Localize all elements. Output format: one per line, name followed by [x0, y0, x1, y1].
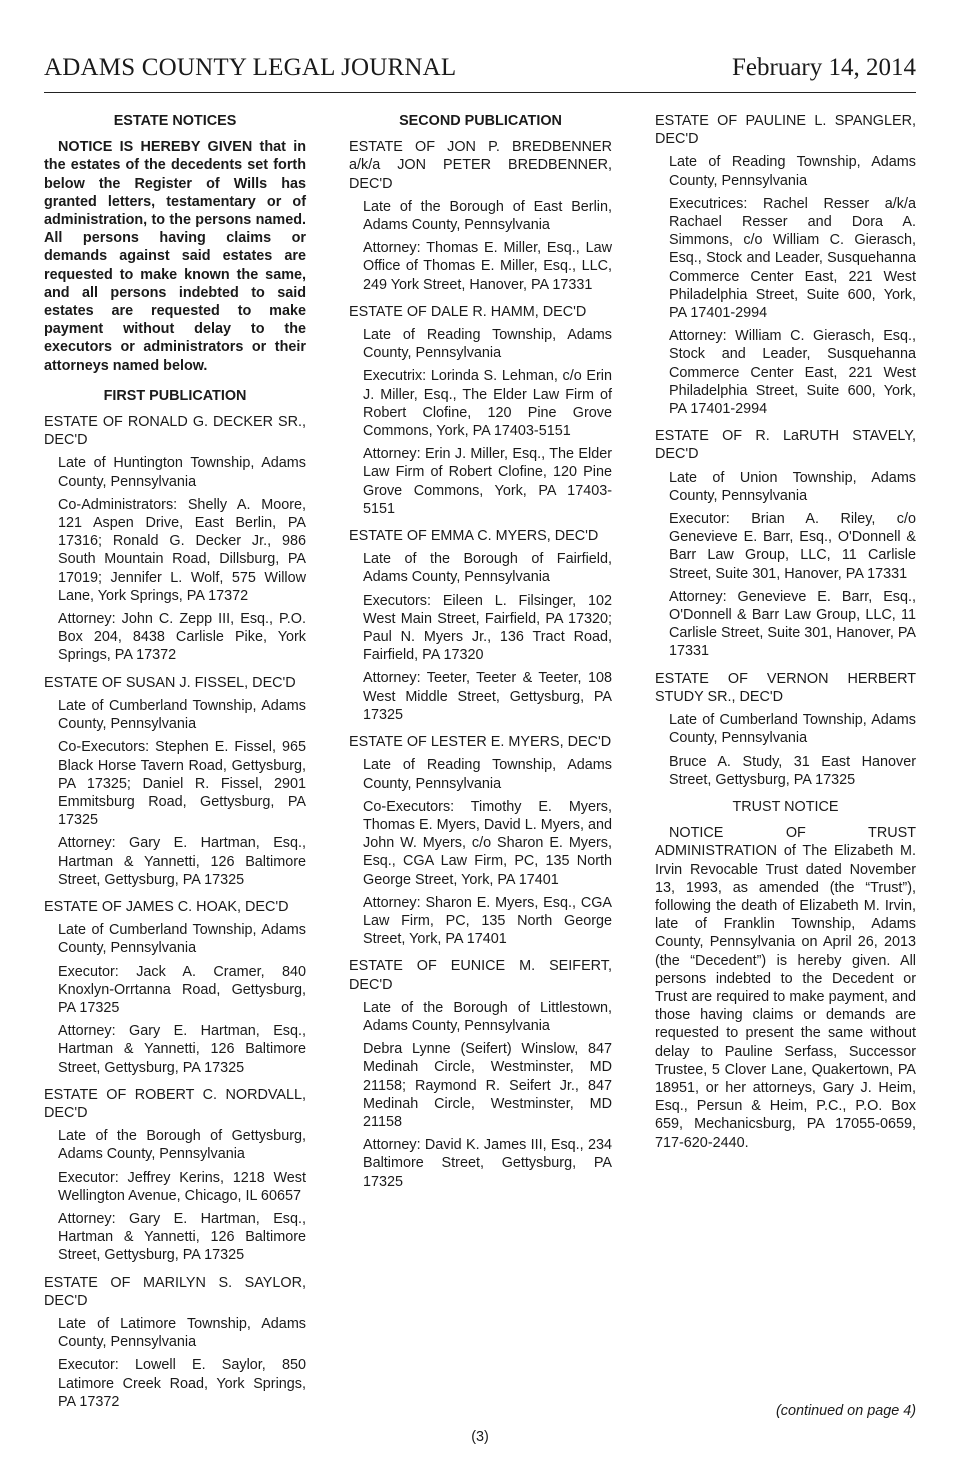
- estate-residence: Late of Reading Township, Adams County, Pennsylvania: [363, 757, 612, 792]
- estate-title: ESTATE OF RONALD G. DECKER SR., DEC'D: [44, 414, 306, 449]
- estate-representative: Co-Administrators: Shelly A. Moore, 121 Aspen Drive, East Berlin, PA 17316; Ronald G. Decker Jr., 986 South Mountain Road, Dillsburg, PA 17019; Jennifer L. Wolf, 575 Willow Lane, York Springs, PA 17372: [58, 496, 306, 604]
- estate-notice: [44, 413, 306, 665]
- estate-title: ESTATE OF PAULINE L. SPANGLER, DEC'D: [655, 113, 916, 148]
- estate-attorney: Attorney: Erin J. Miller, Esq., The Elder Law Firm of Robert Clofine, 120 Pine Grove Commons, York, PA 17403-5151: [363, 446, 612, 517]
- estate-residence: Late of Union Township, Adams County, Pennsylvania: [669, 469, 916, 504]
- estate-notice: [44, 898, 306, 1077]
- estate-attorney: Attorney: Teeter, Teeter & Teeter, 108 West Middle Street, Gettysburg, PA 17325: [363, 670, 612, 723]
- trust-notice-heading: TRUST NOTICE: [732, 798, 839, 815]
- estate-attorney: Attorney: Gary E. Hartman, Esq., Hartman & Yannetti, 126 Baltimore Street, Gettysburg, PA 17325: [58, 1210, 306, 1264]
- estate-representative: Co-Executors: Timothy E. Myers, Thomas E. Myers, David L. Myers, and John W. Myers, c/o Sharon E. Myers, Esq., CGA Law Firm, PC, 135 North George Street, York, PA 17401: [363, 798, 612, 888]
- estate-representative: Executrix: Lorinda S. Lehman, c/o Erin J. Miller, Esq., The Elder Law Firm of Robert Clofine, 120 Pine Grove Commons, York, PA 17403-5151: [363, 368, 612, 440]
- estate-representative: Executor: Lowell E. Saylor, 850 Latimore Creek Road, York Springs, PA 17372: [58, 1357, 306, 1410]
- estate-representative: Executor: Jack A. Cramer, 840 Knoxlyn-Orrtanna Road, Gettysburg, PA 17325: [58, 963, 306, 1016]
- estate-attorney: Attorney: Genevieve E. Barr, Esq., O'Donnell & Barr Law Group, LLC, 11 Carlisle Street, Suite 301, Hanover, PA 17331: [669, 588, 916, 660]
- estate-title: ESTATE OF LESTER E. MYERS, DEC'D: [349, 734, 612, 751]
- estate-notice: [44, 1086, 306, 1265]
- estate-attorney: Attorney: Sharon E. Myers, Esq., CGA Law Firm, PC, 135 North George Street, York, PA 17401: [363, 894, 612, 948]
- estate-residence: Late of the Borough of East Berlin, Adams County, Pennsylvania: [363, 198, 612, 234]
- trust-notice-body: NOTICE OF TRUST ADMINISTRATION of The Elizabeth M. Irvin Revocable Trust dated November 13, 1993, as amended (the “Trust”), following the death of Elizabeth M. Irvin, late of Franklin Township, Adams County, Pennsylvania on April 26, 2013 (the “Decedent”) is hereby given. All persons indebted to the Decedent or Trust are required to make payment, and those having claims or demands are requested to present the same without delay to Pauline Serfass, Successor Trustee, 5 Clover Lane, Quakertown, PA 18951, or her attorneys, Gary J. Heim, Esq., Persun & Heim, P.C., P.O. Box 659, Mechanicsburg, PA 17055-0659, 717-620-2440.: [655, 825, 916, 1151]
- estate-title: ESTATE OF EUNICE M. SEIFERT, DEC'D: [349, 958, 612, 993]
- estate-notice: [44, 1274, 306, 1411]
- estate-attorney: Attorney: Gary E. Hartman, Esq., Hartman & Yannetti, 126 Baltimore Street, Gettysburg, PA 17325: [58, 1023, 306, 1076]
- estate-title: ESTATE OF DALE R. HAMM, DEC'D: [349, 303, 587, 320]
- estate-representative: Executor: Brian A. Riley, c/o Genevieve E. Barr, Esq., O'Donnell & Barr Law Group, LLC, 11 Carlisle Street, Suite 301, Hanover, PA 17331: [669, 511, 916, 582]
- estate-residence: Late of the Borough of Gettysburg, Adams County, Pennsylvania: [58, 1128, 306, 1163]
- estate-residence: Late of Reading Township, Adams County, Pennsylvania: [669, 154, 916, 189]
- column-3: [655, 112, 916, 1152]
- estate-residence: Late of the Borough of Fairfield, Adams County, Pennsylvania: [363, 551, 612, 586]
- estate-title: ESTATE OF MARILYN S. SAYLOR, DEC'D: [44, 1274, 306, 1309]
- second-publication-heading: SECOND PUBLICATION: [399, 113, 562, 129]
- estate-representative: Debra Lynne (Seifert) Winslow, 847 Medinah Circle, Westminster, MD 21158; Raymond R. Seifert Jr., 847 Medinah Circle, Westminster, MD 21158: [363, 1041, 612, 1130]
- estate-notice: [349, 527, 612, 724]
- estate-title: ESTATE OF ROBERT C. NORDVALL, DEC'D: [44, 1086, 306, 1121]
- estate-notice: [44, 674, 306, 889]
- estate-representative: Executors: Eileen L. Filsinger, 102 West Main Street, Fairfield, PA 17320; Paul N. Myers Jr., 136 Tract Road, Fairfield, PA 17320: [363, 592, 612, 664]
- estate-notice: [655, 427, 916, 660]
- estate-residence: Late of Latimore Township, Adams County, Pennsylvania: [58, 1315, 306, 1351]
- estate-residence: Late of Huntington Township, Adams County, Pennsylvania: [58, 455, 306, 490]
- estate-notice: [655, 670, 916, 789]
- estate-notice: [655, 112, 916, 418]
- estate-attorney: Attorney: David K. James III, Esq., 234 Baltimore Street, Gettysburg, PA 17325: [363, 1137, 612, 1190]
- column-2: [349, 112, 612, 1200]
- journal-title: ADAMS COUNTY LEGAL JOURNAL: [44, 54, 457, 81]
- estate-title: ESTATE OF EMMA C. MYERS, DEC'D: [349, 528, 599, 545]
- estate-residence: Late of Cumberland Township, Adams County, Pennsylvania: [58, 922, 306, 957]
- estate-notices-heading: ESTATE NOTICES: [113, 113, 237, 129]
- column-1: [44, 112, 306, 1420]
- issue-date: February 14, 2014: [732, 54, 916, 81]
- estate-representative: Executrices: Rachel Resser a/k/a Rachael Resser and Dora A. Simmons, c/o William C. Gierasch, Esq., Stock and Leader, Susquehanna Commerce Center East, 221 West Philadelphia Street, Suite 600, York, PA 17401-2994: [669, 195, 916, 322]
- estate-attorney: Attorney: Thomas E. Miller, Esq., Law Office of Thomas E. Miller, Esq., LLC, 249 York Street, Hanover, PA 17331: [363, 240, 612, 293]
- estate-attorney: Attorney: William C. Gierasch, Esq., Stock and Leader, Susquehanna Commerce Center East, 221 West Philadelphia Street, Suite 600, York, PA 17401-2994: [669, 328, 916, 418]
- notice-intro: NOTICE IS HEREBY GIVEN that in the estates of the decedents set forth below the Register of Wills has granted letters, testamentary or of administration, to the persons named. All persons having claims or demands against said estates are requested to make known the same, and all persons indebted to said estates are requested to make payment without delay to the executors or administrators or their attorneys named below.: [44, 139, 306, 374]
- estate-title: ESTATE OF R. LaRUTH STAVELY, DEC'D: [655, 428, 916, 463]
- estate-notice: [349, 733, 612, 948]
- estate-title: ESTATE OF JAMES C. HOAK, DEC'D: [44, 898, 289, 915]
- estate-representative: Co-Executors: Stephen E. Fissel, 965 Black Horse Tavern Road, Gettysburg, PA 17325; Daniel R. Fissel, 2901 Emmitsburg Road, Gettysburg, PA 17325: [58, 739, 306, 829]
- estate-residence: Late of Cumberland Township, Adams County, Pennsylvania: [669, 712, 916, 747]
- estate-title: ESTATE OF VERNON HERBERT STUDY SR., DEC'D: [655, 670, 916, 705]
- estate-representative: Executor: Jeffrey Kerins, 1218 West Wellington Avenue, Chicago, IL 60657: [58, 1169, 306, 1204]
- estate-residence: Late of Cumberland Township, Adams County, Pennsylvania: [58, 697, 306, 733]
- estate-notice: [349, 138, 612, 294]
- continued-note: (continued on page 4): [775, 1403, 916, 1419]
- estate-title: ESTATE OF JON P. BREDBENNER a/k/a JON PETER BREDBENNER, DEC'D: [349, 139, 612, 192]
- estate-notice: [349, 303, 612, 518]
- estate-title: ESTATE OF SUSAN J. FISSEL, DEC'D: [44, 674, 296, 691]
- page-number: (3): [471, 1429, 489, 1445]
- estate-notice: [349, 957, 612, 1190]
- estate-attorney: Attorney: John C. Zepp III, Esq., P.O. Box 204, 8438 Carlisle Pike, York Springs, PA 17372: [58, 611, 306, 664]
- estate-attorney: Attorney: Gary E. Hartman, Esq., Hartman & Yannetti, 126 Baltimore Street, Gettysburg, PA 17325: [58, 835, 306, 888]
- estate-residence: Late of Reading Township, Adams County, Pennsylvania: [363, 327, 612, 362]
- first-publication-heading: FIRST PUBLICATION: [103, 387, 247, 404]
- estate-residence: Late of the Borough of Littlestown, Adams County, Pennsylvania: [363, 999, 612, 1034]
- estate-representative: Bruce A. Study, 31 East Hanover Street, Gettysburg, PA 17325: [669, 753, 916, 788]
- masthead: [44, 54, 916, 93]
